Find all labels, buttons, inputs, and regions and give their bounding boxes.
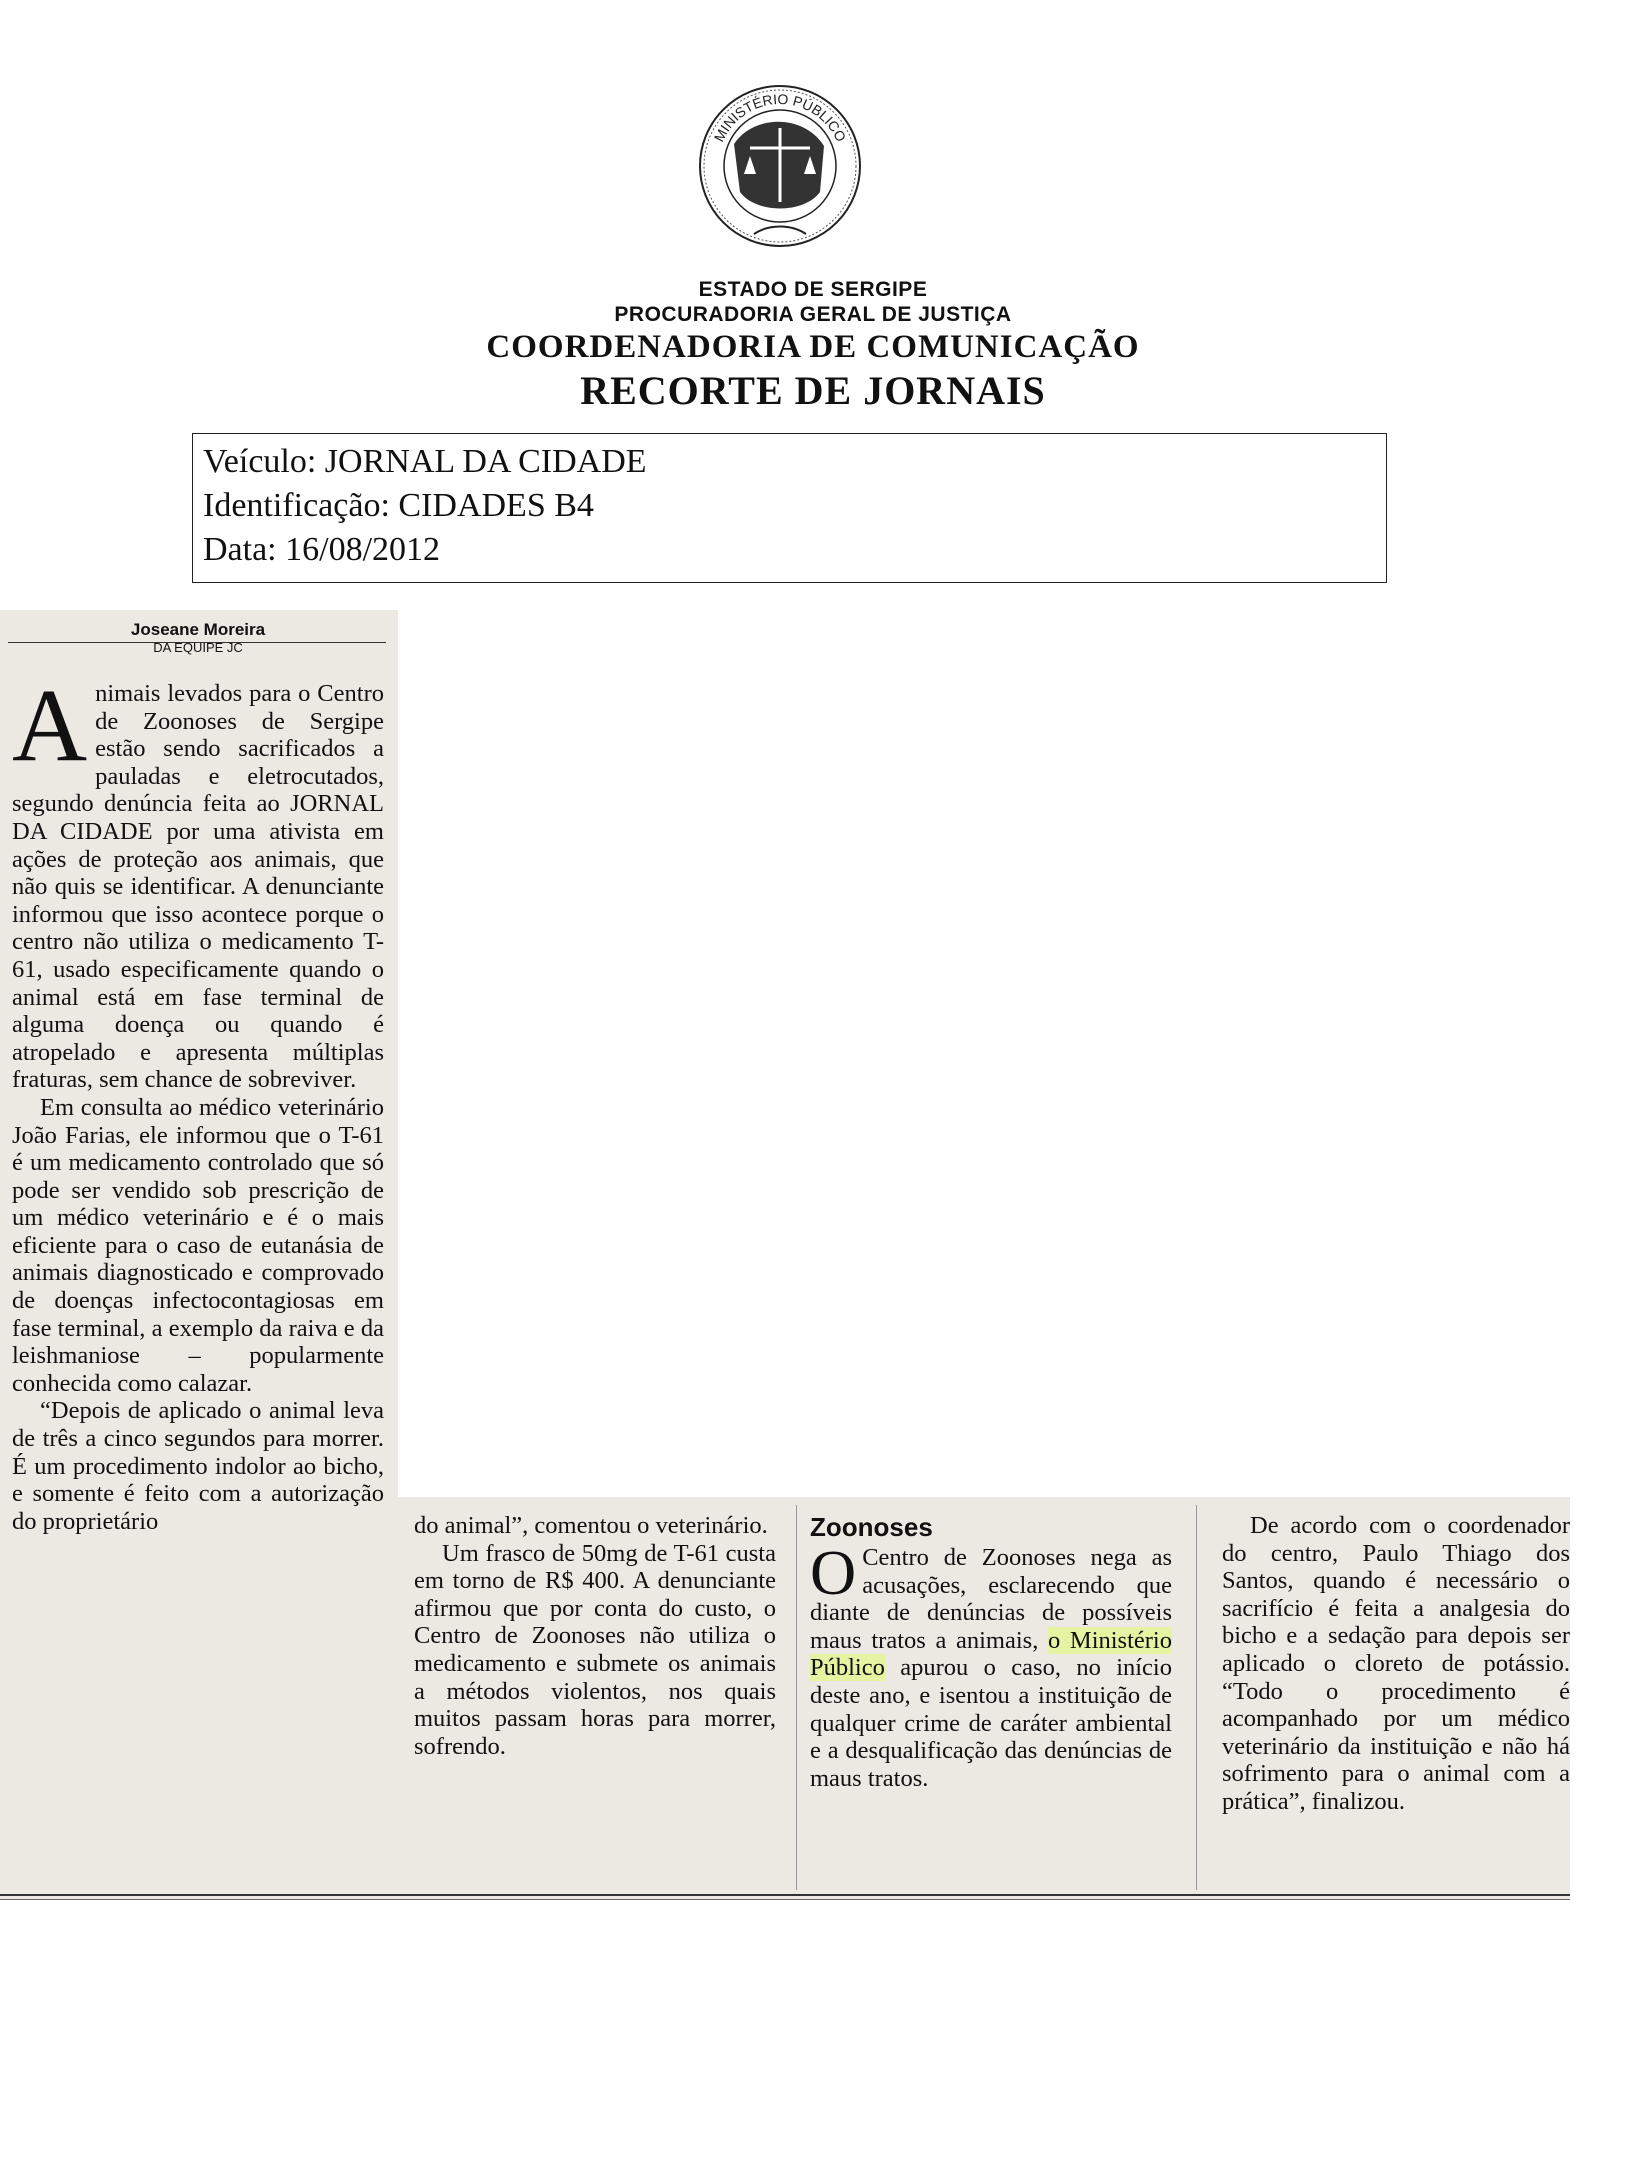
article-paragraph: “Depois de aplicado o animal leva de três a cinco segundos para morrer. É um procedimento indolor ao bicho, e somente é feito com a autorização do proprietário <box>12 1397 384 1535</box>
article-column-4 <box>1222 1512 1570 1816</box>
date-line: Data: 16/08/2012 <box>203 531 441 568</box>
drop-cap: O <box>810 1537 857 1608</box>
author-team: DA EQUIPE JC <box>153 640 243 655</box>
article-column-2 <box>414 1512 776 1760</box>
subheading: Zoonoses <box>810 1512 933 1542</box>
clipping-info-box <box>192 433 1387 583</box>
article-byline <box>8 620 388 640</box>
highlighted-text: o Ministério Público <box>810 1626 1172 1682</box>
article-column-3 <box>810 1512 1172 1792</box>
vehicle-line: Veículo: JORNAL DA CIDADE <box>203 443 647 480</box>
ministerio-publico-seal <box>694 74 866 252</box>
article-paragraph: Um frasco de 50mg de T-61 custa em torno de R$ 400. A denunciante afirmou que por conta do custo, o Centro de Zoonoses não utiliza o medicamento e submete os animais a métodos violentos, nos quais muitos passam horas para morrer, sofrendo. <box>414 1539 776 1760</box>
article-paragraph: De acordo com o coordenador do centro, Paulo Thiago dos Santos, quando é necessário o sacrifício é feita a analgesia do bicho e a sedação para depois ser aplicado o cloreto de potássio. “Todo o procedimento é acompanhado por um médico veterinário da instituição e não há sofrimento para o animal com a prática”, finalizou. <box>1222 1512 1570 1815</box>
article-team <box>8 642 388 655</box>
author-name: Joseane Moreira <box>130 620 266 639</box>
clipping-bottom-rule <box>0 1894 1570 1896</box>
identification-line: Identificação: CIDADES B4 <box>203 487 594 524</box>
column-divider <box>1196 1505 1197 1890</box>
column-divider <box>796 1505 797 1890</box>
drop-cap: A <box>12 668 88 783</box>
article-column-1 <box>12 668 384 1535</box>
header-office: PROCURADORIA GERAL DE JUSTIÇA <box>614 303 1012 326</box>
article-paragraph: do animal”, comentou o veterinário. <box>414 1512 768 1539</box>
seal-lettering: MINISTÉRIO PÚBLICO <box>710 90 850 145</box>
article-paragraph: O Centro de Zoonoses nega as acusações, esclarecendo que diante de denúncias de possíveis maus tratos a animais, o Ministério Público apurou o caso, no início deste ano, e isentou a instituição de qualquer crime de caráter ambiental e a desqualificação das denúncias de maus tratos. <box>810 1537 1172 1792</box>
clipping-bottom-rule-thin <box>0 1899 1570 1900</box>
article-paragraph: Animais levados para o Centro de Zoonoses de Sergipe estão sendo sacrificados a pauladas e eletrocutados, segundo denúncia feita ao JORNAL DA CIDADE por uma ativista em ações de proteção aos animais, que não quis se identificar. A denunciante informou que isso acontece porque o centro não utiliza o medicamento T-61, usado especificamente quando o animal está em fase terminal de alguma doença ou quando é atropelado e apresenta múltiplas fraturas, sem chance de sobreviver. <box>12 668 384 1094</box>
article-paragraph: Em consulta ao médico veterinário João Farias, ele informou que o T-61 é um medicamento controlado que só pode ser vendido sob prescrição de um médico veterinário e é o mais eficiente para o caso de eutanásia de animais diagnosticado e comprovado de doenças infectocontagiosas em fase terminal, a exemplo da raiva e da leishmaniose – popularmente conhecida como calazar. <box>12 1093 384 1397</box>
header-document-type: RECORTE DE JORNAIS <box>580 368 1046 413</box>
header-department: COORDENADORIA DE COMUNICAÇÃO <box>486 329 1140 365</box>
header-state: ESTADO DE SERGIPE <box>698 278 928 301</box>
